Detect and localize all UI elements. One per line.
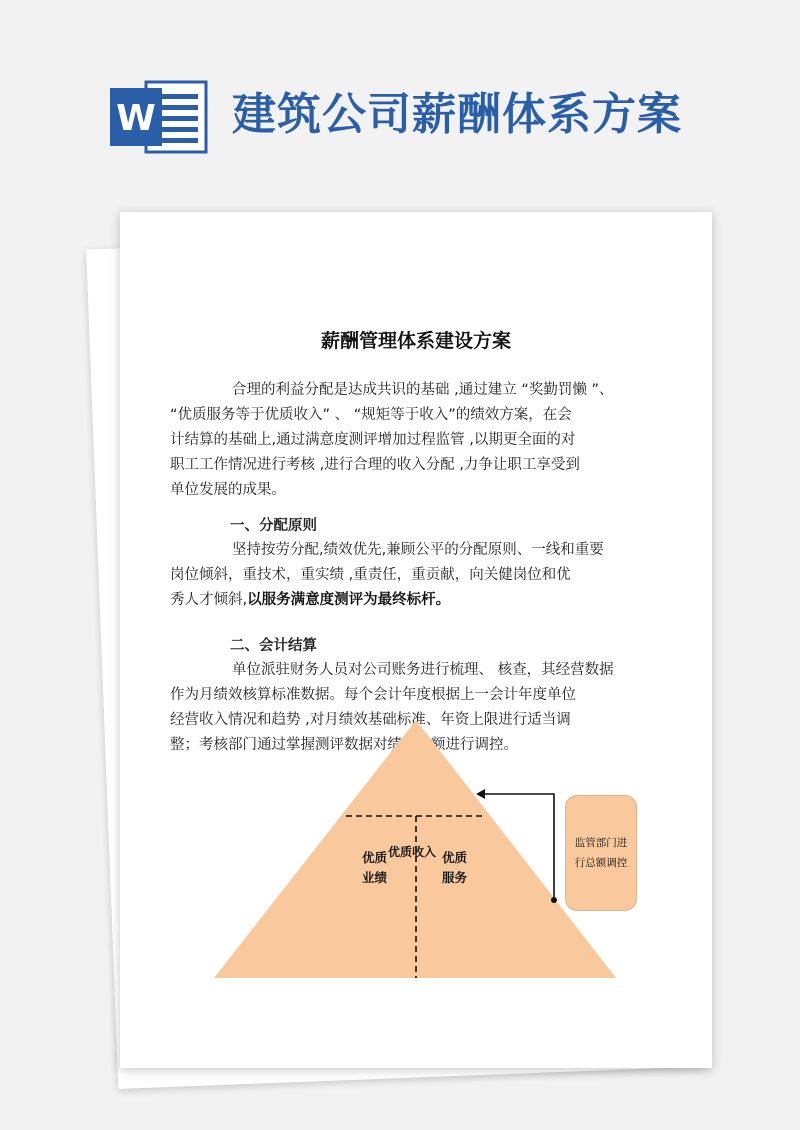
top-segment-label: 优质收入 (388, 845, 437, 859)
text-line: “优质服务等于优质收入” 、 “规矩等于收入”的绩效方案，在会 (170, 407, 572, 423)
box-line: 行总额调控 (574, 857, 628, 869)
bold-text-fragment: 以服务满意度测评为最终标杆。 (247, 592, 451, 608)
word-icon-letter: W (116, 98, 156, 139)
text-line: 职工工作情况进行考核 ,进行合理的收入分配 ,力争让职工享受到 (170, 457, 580, 473)
text-line: 经营收入情况和趋势 ,对月绩效基础标准、年资上限进行适当调 (170, 712, 571, 728)
word-document-icon (110, 78, 210, 156)
box-line: 监管部门进 (574, 837, 628, 849)
banner (0, 0, 800, 200)
text-line: 整；考核部门通过掌握测评数据对绩效总额进行调控。 (170, 737, 518, 753)
connector-dot (551, 897, 557, 903)
text-fragment: 秀人才倾斜, (170, 592, 248, 608)
text-line: 单位派驻财务人员对公司账务进行梳理、 核查，其经营数据 (232, 662, 614, 678)
label-line: 业绩 (362, 870, 388, 885)
document-title: 薪酬管理体系建设方案 (320, 330, 511, 352)
text-line: 合理的利益分配是达成共识的基础 ,通过建立 “奖勤罚懒 ”、 (232, 382, 614, 398)
label-line: 优质 (442, 850, 468, 865)
banner-title: 建筑公司薪酬体系方案 (232, 89, 682, 140)
document-page (120, 212, 712, 1068)
section-heading-accounting: 二、会计结算 (230, 638, 317, 654)
text-line: 单位发展的成果。 (170, 482, 286, 498)
text-line: 作为月绩效核算标准数据。每个会计年度根据上一会计年度单位 (170, 687, 576, 703)
right-segment-label (442, 848, 467, 888)
text-line: 岗位倾斜，重技术，重实绩 ,重责任，重贡献，向关健岗位和优 (170, 567, 571, 583)
supervision-box (565, 795, 637, 911)
arrow-head-icon (476, 789, 485, 799)
label-line: 服务 (442, 870, 468, 885)
left-segment-label (362, 848, 387, 888)
text-line: 坚持按劳分配,绩效优先,兼顾公平的分配原则、一线和重要 (232, 542, 604, 558)
text-line: 计结算的基础上,通过满意度测评增加过程监管 ,以期更全面的对 (170, 432, 576, 448)
section-heading-distribution: 一、分配原则 (230, 518, 317, 534)
pyramid-diagram (120, 212, 712, 1068)
label-line: 优质 (362, 850, 388, 865)
